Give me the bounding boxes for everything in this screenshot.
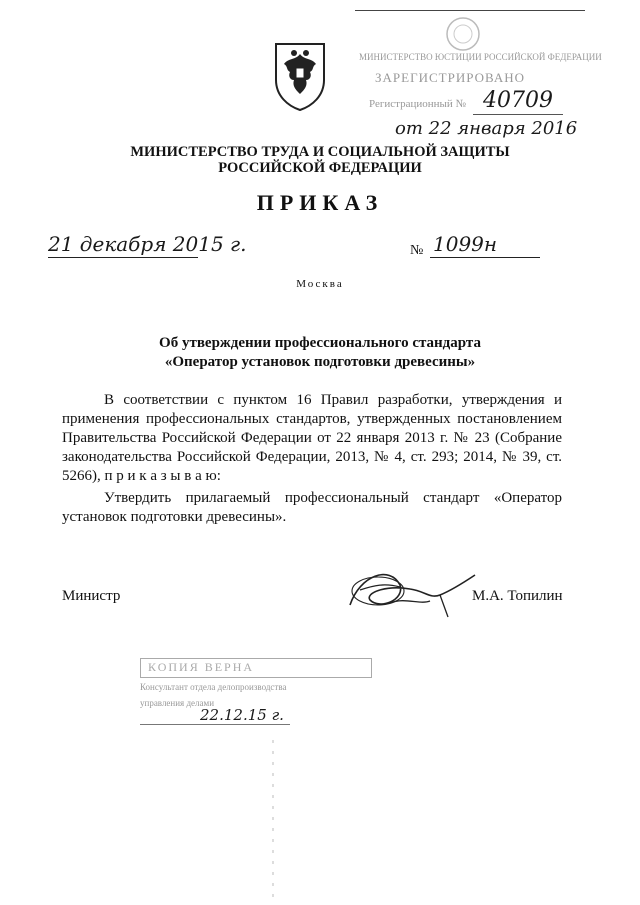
subject-line1: Об утверждении профессионального стандарта bbox=[159, 335, 481, 351]
coat-of-arms-emblem bbox=[270, 40, 330, 112]
body-paragraph-1 bbox=[62, 391, 562, 486]
stamp-reg-date: от 22 января 2016 bbox=[395, 118, 578, 139]
ministry-name-line2: РОССИЙСКОЙ ФЕДЕРАЦИИ bbox=[218, 160, 422, 176]
copy-stamp-line3: управления делами bbox=[140, 698, 215, 708]
order-date: 21 декабря 2015 г. bbox=[48, 232, 247, 256]
ministry-name-line1: МИНИСТЕРСТВО ТРУДА И СОЦИАЛЬНОЙ ЗАЩИТЫ bbox=[130, 144, 510, 160]
stamp-registered-line: ЗАРЕГИСТРИРОВАНО bbox=[375, 70, 525, 85]
copy-stamp-rule bbox=[140, 724, 290, 725]
order-number-label: № bbox=[410, 243, 424, 258]
body-paragraph-1-text: В соответствии с пунктом 16 Правил разработки, утверждения и применения профессиональных стандартов, утвержденных постановлением Правительства Российской Федерации от 22 января 2013 г. № 23 (Собрание законодательства Российской Федерации, 2013, № 4, ст. 293; 2014, № 39, ст. 5266), п р и к а з ы в а ю: bbox=[62, 392, 562, 484]
copy-stamp-date: 22.12.15 г. bbox=[200, 706, 284, 724]
copy-stamp-line2: Консультант отдела делопроизводства bbox=[140, 682, 287, 692]
registration-stamp bbox=[355, 8, 602, 148]
city: Москва bbox=[296, 278, 344, 290]
subject-line2: «Оператор установок подготовки древесины» bbox=[164, 354, 476, 370]
body-paragraph-2 bbox=[62, 489, 562, 527]
body-paragraph-2-text: Утвердить прилагаемый профессиональный стандарт «Оператор установок подготовки древесины». bbox=[62, 490, 562, 525]
signer-title: Министр bbox=[62, 588, 121, 604]
stamp-reg-label: Регистрационный № bbox=[369, 98, 467, 110]
number-underline bbox=[430, 257, 540, 258]
stamp-ministry-line: МИНИСТЕРСТВО ЮСТИЦИИ РОССИЙСКОЙ ФЕДЕРАЦИИ bbox=[359, 52, 602, 62]
copy-verified-stamp bbox=[140, 658, 380, 738]
order-number: 1099н bbox=[433, 232, 498, 256]
stamp-emblem-icon bbox=[443, 14, 483, 54]
stamp-reg-number: 40709 bbox=[483, 88, 553, 113]
date-underline bbox=[48, 257, 198, 258]
scan-artifact-dashes bbox=[270, 740, 276, 900]
signer-name: М.А. Топилин bbox=[472, 588, 563, 604]
handwritten-signature bbox=[330, 555, 490, 625]
copy-stamp-line1: КОПИЯ ВЕРНА bbox=[148, 660, 255, 674]
document-type-title: ПРИКАЗ bbox=[256, 190, 384, 215]
